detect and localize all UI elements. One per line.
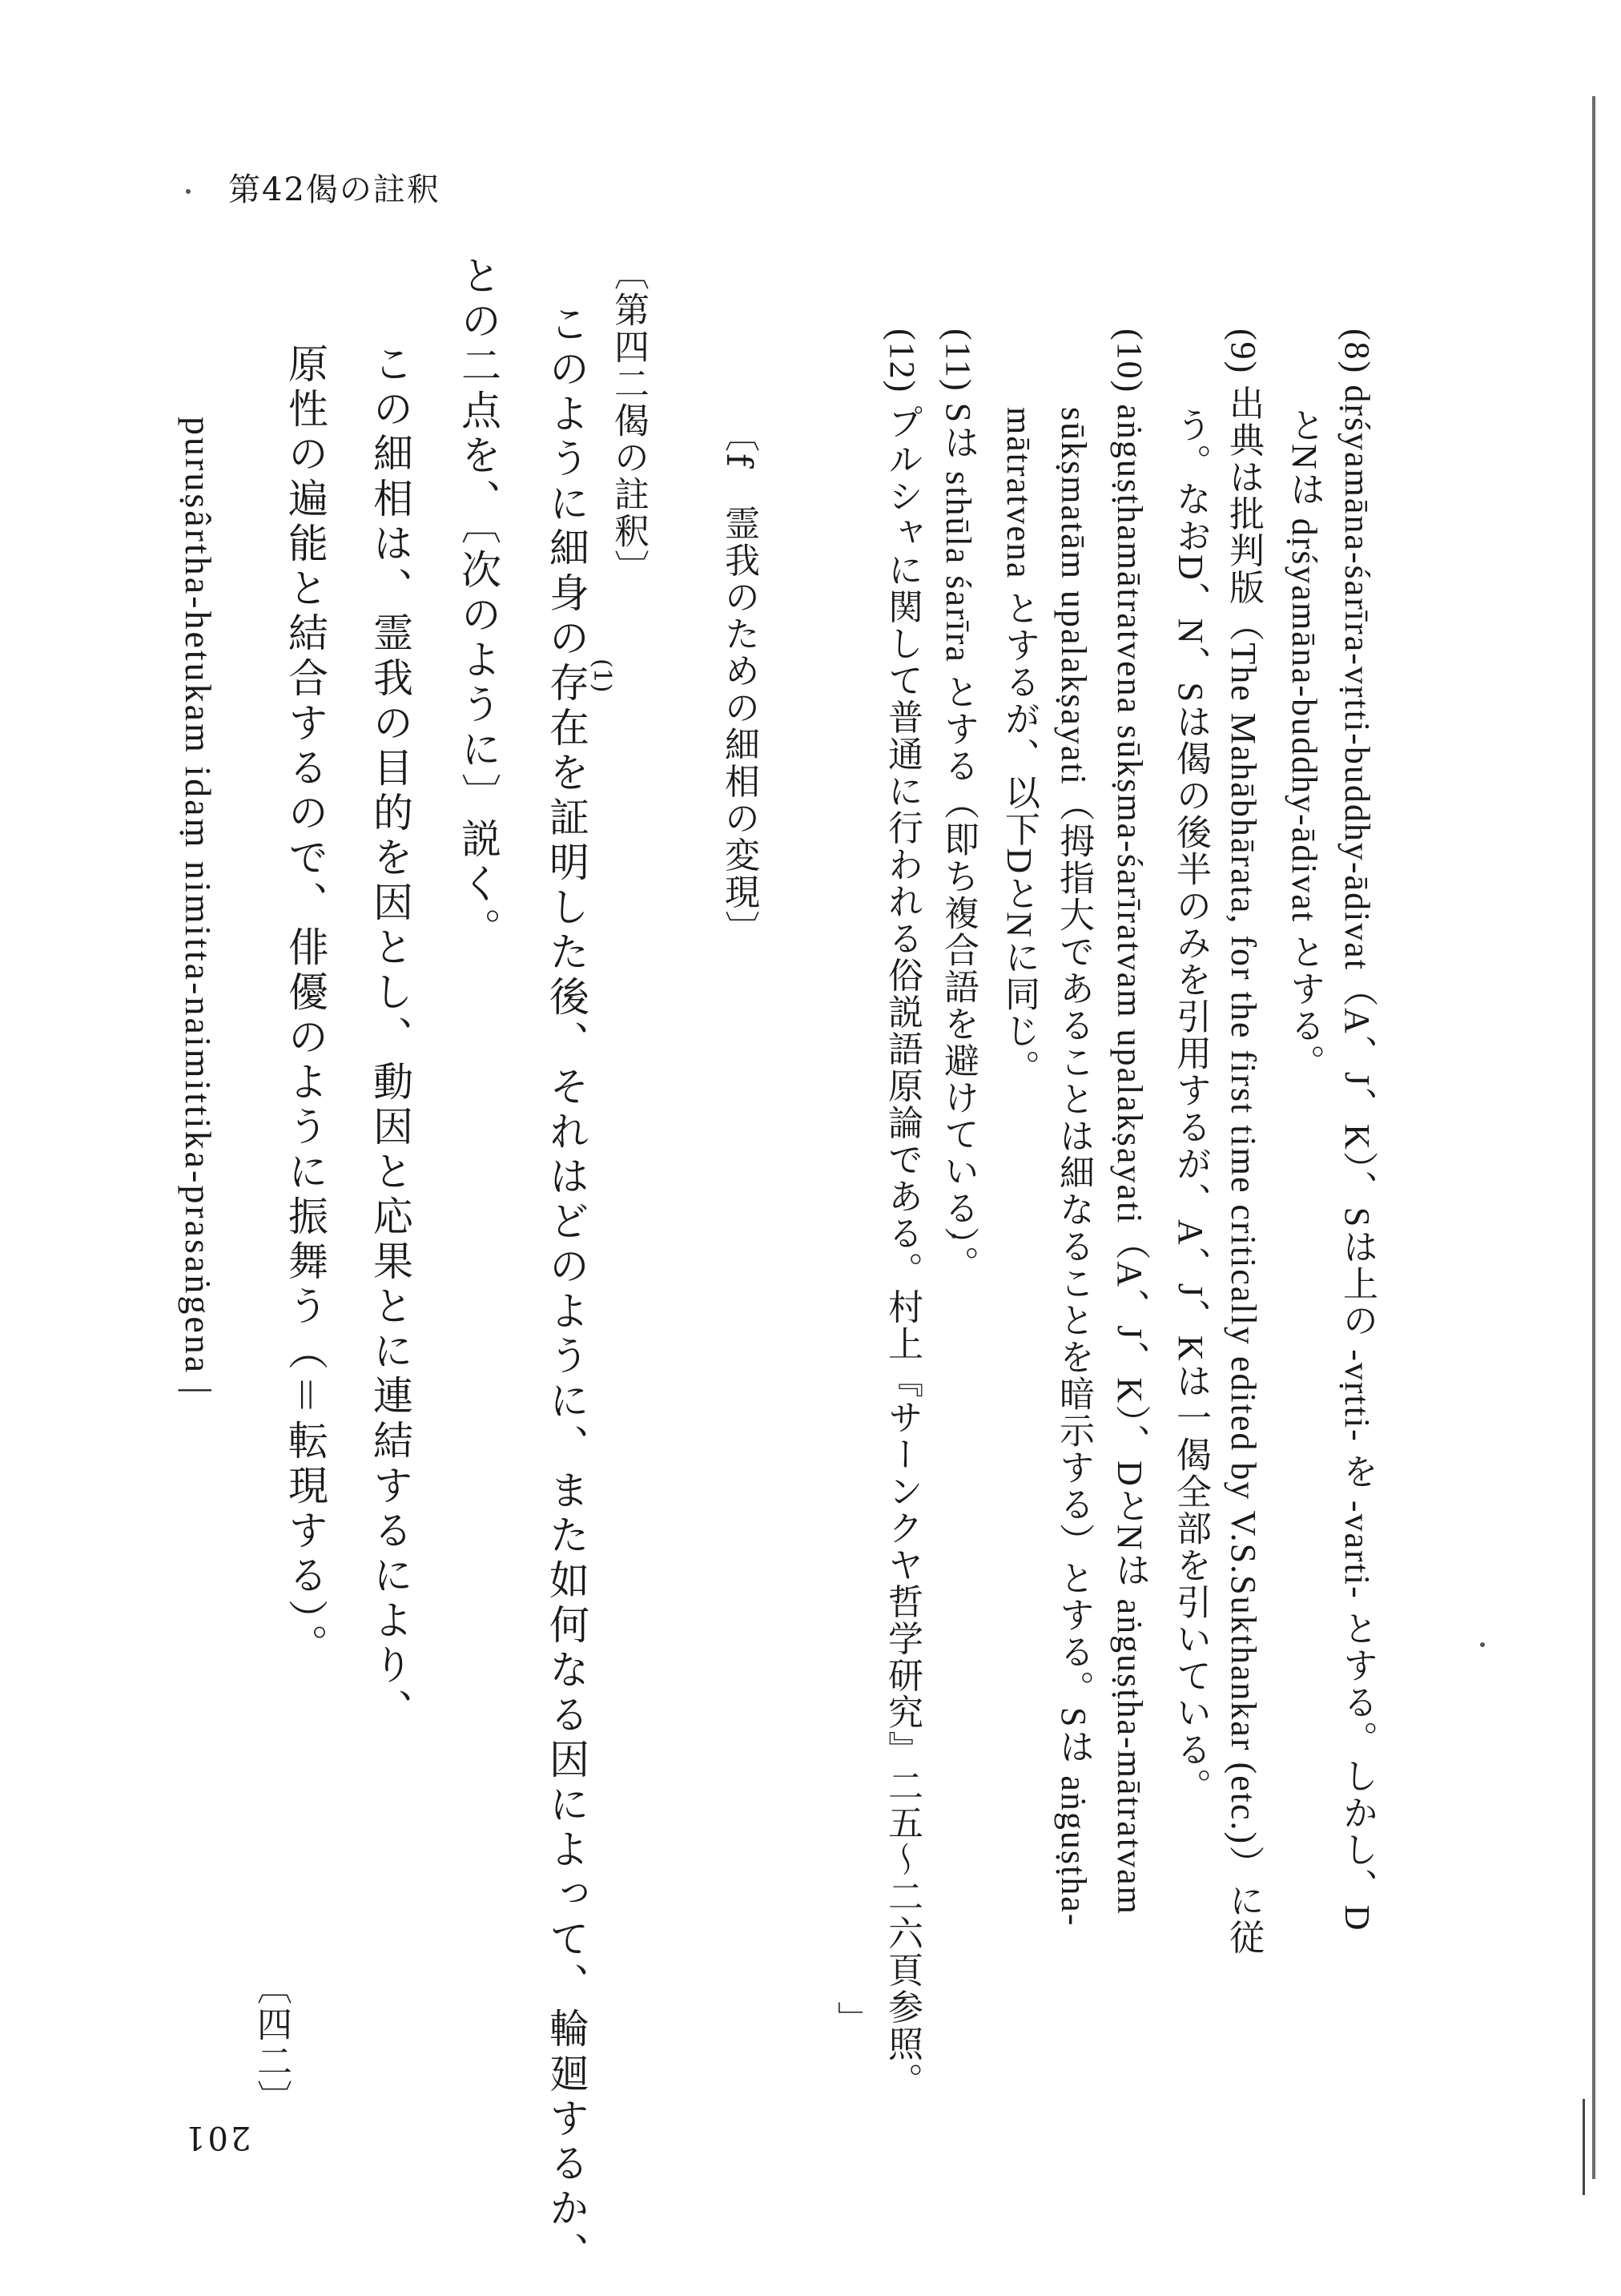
- note-number: (8): [1337, 328, 1377, 375]
- scan-speck: [1480, 1642, 1485, 1647]
- note-text: dṛśyamāna-śarīra-vṛtti-buddhy-ādivat（A、J、K）、Sは上の -vṛtti- を -varti- とする。しかし、D: [1337, 385, 1377, 1932]
- running-head: 第42偈の註釈: [228, 171, 440, 208]
- note-number: (11): [939, 328, 978, 393]
- scan-tick: [1583, 2099, 1585, 2195]
- note-8-line-2: とNは dṛśyamāna-buddhy-ādivat とする。: [1285, 407, 1324, 1082]
- note-10-line-1: [1112, 328, 1147, 1915]
- verse-line-2: 原性の遍能と結合するので、俳優のように振舞う（＝転現する）。: [282, 343, 328, 1669]
- page-number: 201: [183, 2119, 251, 2156]
- note-8-line-1: [1337, 328, 1377, 1932]
- section-title: 〔f 霊我のための細相の変現〕: [718, 417, 759, 948]
- note-text: プルシャに関して普通に行われる俗説語原論である。村上『サーンクヤ哲学研究』二五～二六頁参照。: [883, 404, 922, 2100]
- verse-line-1: この細相は、霊我の目的を因とし、動因と応果とに連結するにより、: [367, 343, 413, 1734]
- footnote-marker: (1): [588, 659, 616, 693]
- sanskrit-line: puruṣârtha-hetukam idaṃ nimitta-naimittika-prasaṅgena |: [178, 417, 219, 1396]
- note-9-line-2: う。なおD、N、Sは偈の後半のみを引用するが、A、J、Kは一偈全部を引いている。: [1171, 407, 1210, 1805]
- verse-number: 〔四二〕: [251, 1969, 292, 2117]
- note-10-line-3: mātratvena とするが、以下DとNに同じ。: [1000, 407, 1039, 1086]
- scan-edge-line: [1592, 96, 1595, 2179]
- note-9-line-1: [1225, 328, 1261, 1956]
- note-text: Sは sthūla śarīra とする（即ち複合語を避けている）。: [939, 402, 978, 1283]
- scan-speck: [186, 189, 191, 194]
- note-11-line-1: [939, 328, 978, 1283]
- closing-bracket: 」: [833, 2001, 872, 2035]
- note-number: (9): [1224, 328, 1263, 375]
- note-text: 出典は批判版（The Mahābhārata, for the first time critically edited by V.S.Sukthankar (etc.)）に従: [1224, 385, 1263, 1956]
- commentary-line-1: このように細身の存在を証明した後、それはどのように、また如何なる因によって、輪廻するか、: [543, 303, 589, 2277]
- commentary-line-2: との二点を、〔次のように〕説く。: [455, 255, 501, 953]
- note-12-line-1: [883, 328, 922, 2100]
- note-number: (10): [1110, 328, 1149, 394]
- note-10-line-2: sūkṣmatām upalakṣayati（拇指大であることは細なることを暗示する）とする。Sは aṅguṣṭha-: [1054, 407, 1093, 1927]
- note-number: (12): [883, 328, 922, 394]
- note-text: aṅguṣṭhamātratvena sūkṣma-śarīratvam upalakṣayati（A、J、K）、DとNは aṅguṣṭha-mātratvam: [1110, 404, 1149, 1915]
- commentary-heading: 〔第四二偈の註釈〕: [608, 255, 649, 586]
